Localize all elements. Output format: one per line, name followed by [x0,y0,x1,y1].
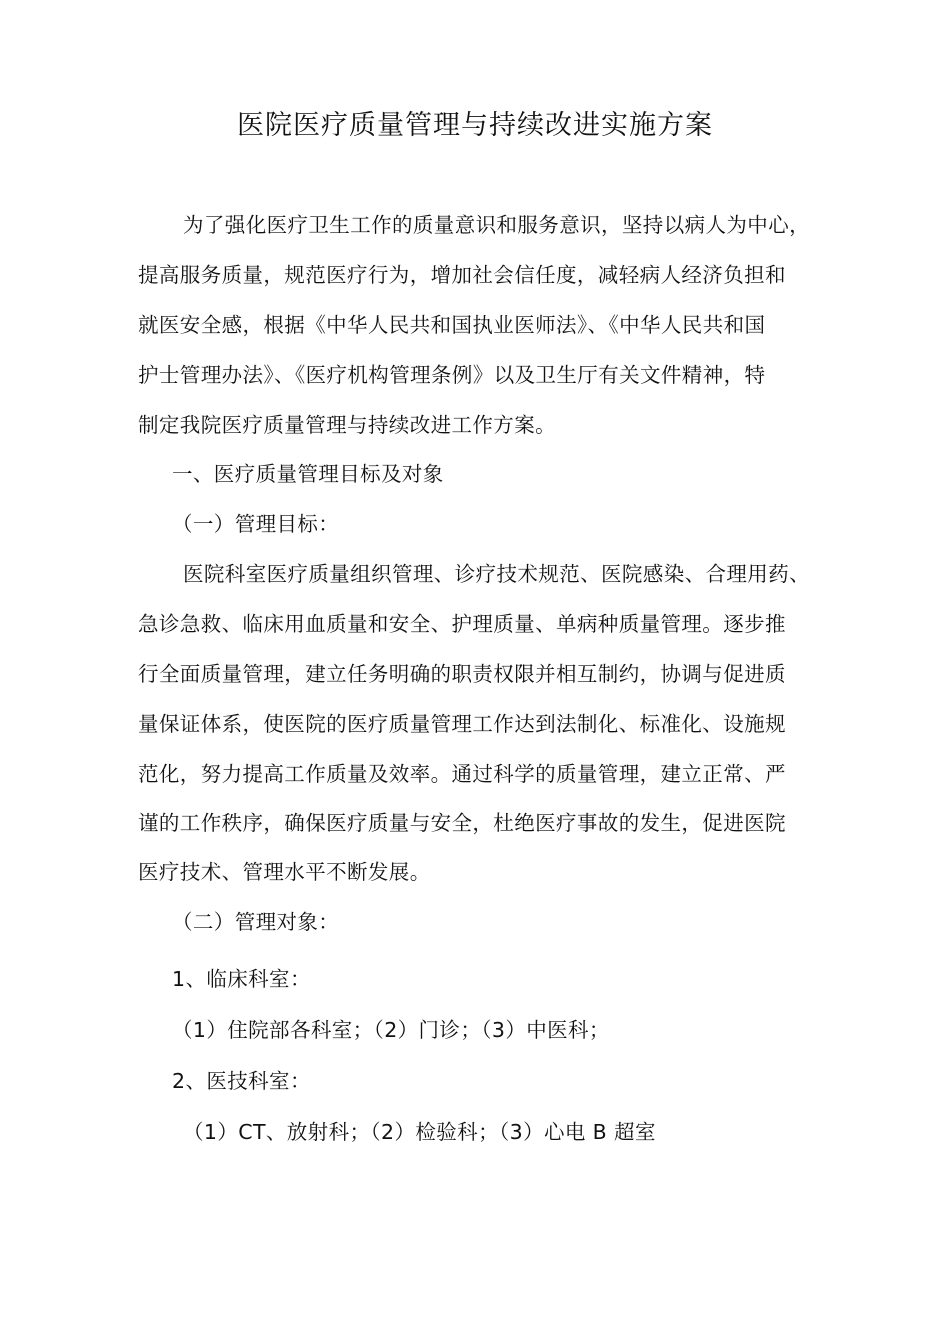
subsection-2-heading: （二）管理对象： [172,910,340,934]
paragraph-1-line-5: 制定我院医疗质量管理与持续改进工作方案。 [138,413,556,437]
paragraph-2-line-4: 量保证体系，使医院的医疗质量管理工作达到法制化、标准化、设施规 [138,712,786,736]
paragraph-1-line-1: 为了强化医疗卫生工作的质量意识和服务意识，坚持以病人为中心， [183,213,810,237]
subsection-1-heading: （一）管理目标： [172,512,340,536]
item-1-list: （1）住院部各科室；（2）门诊；（3）中医科； [172,1018,610,1042]
item-2-list: （1）CT、放射科；（2）检验科；（3）心电 B 超室 [183,1120,656,1144]
paragraph-2-line-1: 医院科室医疗质量组织管理、诊疗技术规范、医院感染、合理用药、 [183,562,810,586]
paragraph-1-line-3: 就医安全感，根据《中华人民共和国执业医师法》、《中华人民共和国 [138,313,766,337]
document-title: 医院医疗质量管理与持续改进实施方案 [237,110,713,141]
item-2-heading: 2、医技科室： [172,1069,311,1093]
paragraph-2-line-6: 谨的工作秩序，确保医疗质量与安全，杜绝医疗事故的发生，促进医院 [138,811,786,835]
paragraph-2-line-3: 行全面质量管理，建立任务明确的职责权限并相互制约，协调与促进质 [138,662,786,686]
section-1-heading: 一、医疗质量管理目标及对象 [172,462,444,486]
item-1-heading: 1、临床科室： [172,967,311,991]
paragraph-1-line-4: 护士管理办法》、《医疗机构管理条例》以及卫生厅有关文件精神，特 [138,363,766,387]
paragraph-2-line-7: 医疗技术、管理水平不断发展。 [138,860,431,884]
paragraph-1-line-2: 提高服务质量，规范医疗行为，增加社会信任度，减轻病人经济负担和 [138,263,786,287]
paragraph-2-line-2: 急诊急救、临床用血质量和安全、护理质量、单病种质量管理。逐步推 [138,612,786,636]
paragraph-2-line-5: 范化，努力提高工作质量及效率。通过科学的质量管理，建立正常、严 [138,762,786,786]
